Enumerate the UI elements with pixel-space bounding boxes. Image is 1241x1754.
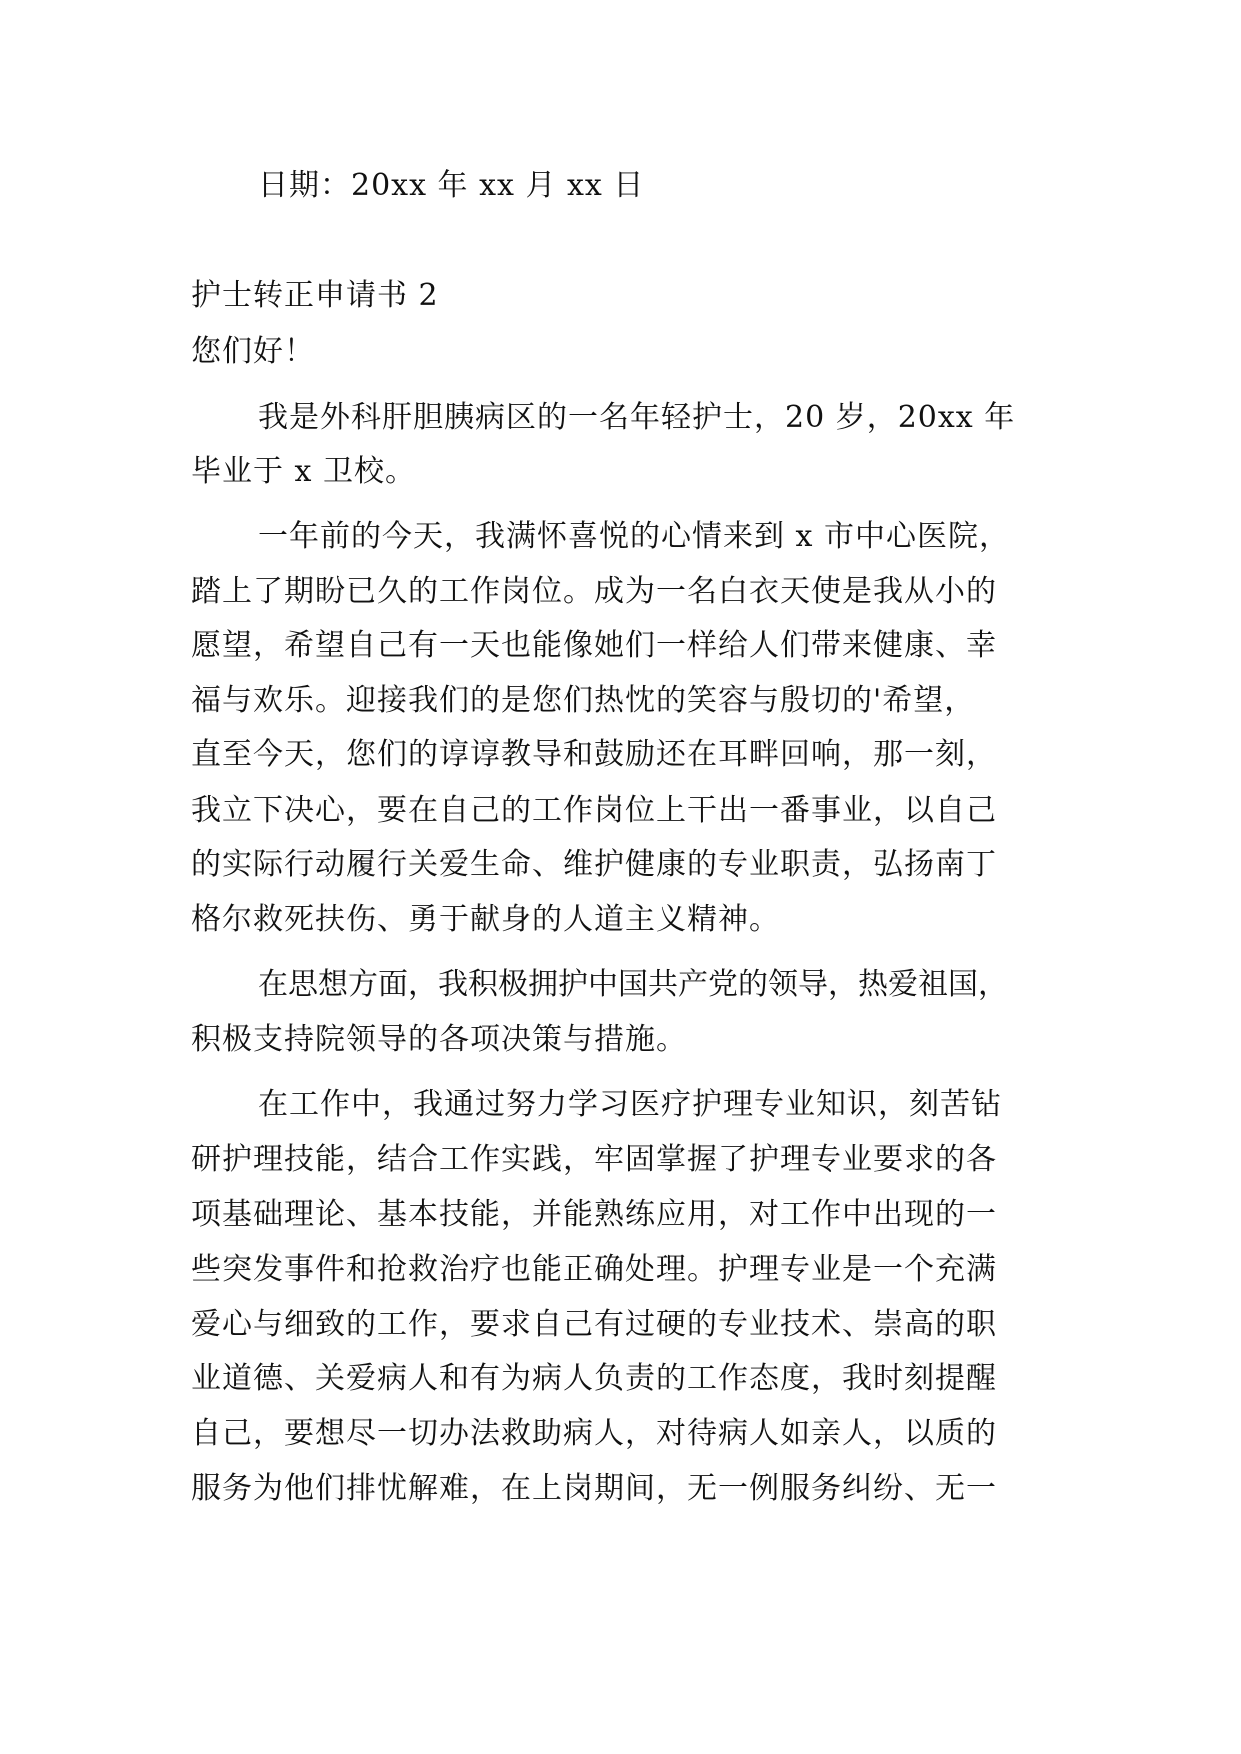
paragraph-line: 格尔救死扶伤、勇于献身的人道主义精神。	[191, 902, 780, 937]
paragraph-line: 些突发事件和抢救治疗也能正确处理。护理专业是一个充满	[191, 1252, 997, 1287]
paragraph-line: 直至今天，您们的谆谆教导和鼓励还在耳畔回响，那一刻，	[191, 737, 997, 772]
paragraph-line: 积极支持院领导的各项决策与措施。	[191, 1022, 687, 1057]
paragraph-line: 爱心与细致的工作，要求自己有过硬的专业技术、崇高的职	[191, 1307, 997, 1342]
document-title: 护士转正申请书 2	[191, 278, 439, 313]
paragraph-line: 的实际行动履行关爱生命、维护健康的专业职责，弘扬南丁	[191, 847, 997, 882]
paragraph-line: 在工作中，我通过努力学习医疗护理专业知识，刻苦钻	[258, 1087, 1002, 1122]
paragraph-line: 研护理技能，结合工作实践，牢固掌握了护理专业要求的各	[191, 1142, 997, 1177]
paragraph-line: 项基础理论、基本技能，并能熟练应用，对工作中出现的一	[191, 1197, 997, 1232]
paragraph-line: 愿望，希望自己有一天也能像她们一样给人们带来健康、幸	[191, 628, 997, 663]
paragraph-line: 我立下决心，要在自己的工作岗位上干出一番事业，以自己	[191, 793, 997, 828]
date-line: 日期：20xx 年 xx 月 xx 日	[258, 168, 645, 203]
paragraph-line: 业道德、关爱病人和有为病人负责的工作态度，我时刻提醒	[191, 1361, 997, 1396]
paragraph-line: 一年前的今天，我满怀喜悦的心情来到 x 市中心医院，	[258, 519, 1010, 554]
greeting: 您们好！	[191, 334, 315, 369]
paragraph-line: 踏上了期盼已久的工作岗位。成为一名白衣天使是我从小的	[191, 574, 997, 609]
paragraph-line: 服务为他们排忧解难，在上岗期间，无一例服务纠纷、无一	[191, 1471, 997, 1506]
paragraph-line: 毕业于 x 卫校。	[191, 454, 416, 489]
paragraph-line: 自己，要想尽一切办法救助病人，对待病人如亲人，以质的	[191, 1416, 997, 1451]
paragraph-line: 我是外科肝胆胰病区的一名年轻护士，20 岁，20xx 年	[258, 400, 1016, 435]
paragraph-line: 在思想方面，我积极拥护中国共产党的领导，热爱祖国，	[258, 967, 1008, 1002]
paragraph-line: 福与欢乐。迎接我们的是您们热忱的笑容与殷切的'希望，	[191, 683, 976, 718]
